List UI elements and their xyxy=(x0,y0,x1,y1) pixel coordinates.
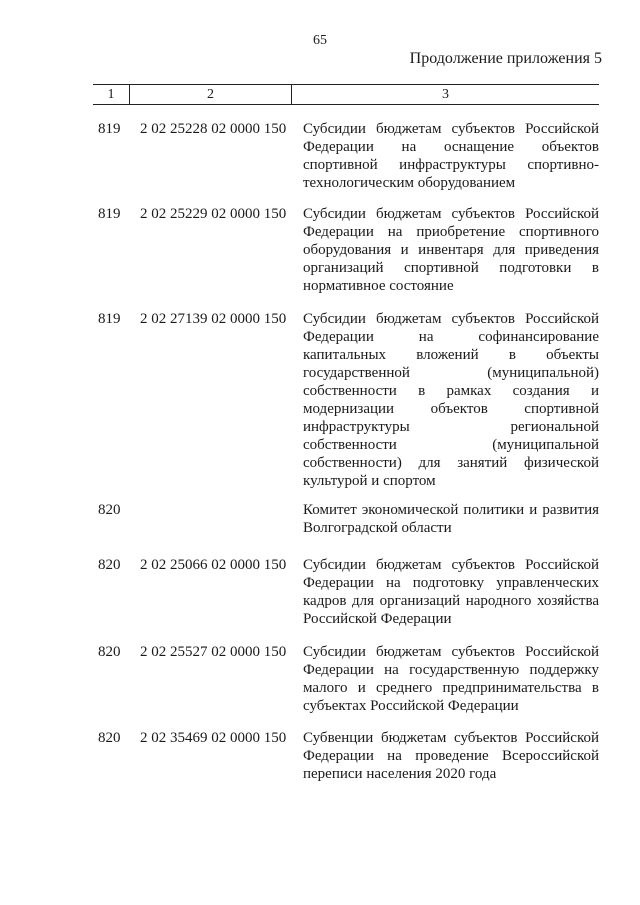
income-name: Субсидии бюджетам субъектов Российской Федерации на оснащение объектов спортивной инфраструктуры спортивно-технологическим оборудованием xyxy=(303,121,599,191)
admin-code: 819 xyxy=(98,206,121,222)
budget-code: 2 02 25228 02 0000 150 xyxy=(140,121,287,137)
admin-code: 820 xyxy=(98,557,121,573)
income-name: Субсидии бюджетам субъектов Российской Федерации на государственную поддержку малого и среднего предпринимательства в субъектах Российской Федерации xyxy=(303,644,599,714)
admin-code: 820 xyxy=(98,730,121,746)
admin-code: 820 xyxy=(98,644,121,660)
budget-code: 2 02 27139 02 0000 150 xyxy=(140,311,287,327)
budget-code: 2 02 25066 02 0000 150 xyxy=(140,557,287,573)
income-name: Субсидии бюджетам субъектов Российской Федерации на подготовку управленческих кадров для организаций народного хозяйства Российской Федерации xyxy=(303,557,599,627)
income-name: Субсидии бюджетам субъектов Российской Федерации на софинансирование капитальных вложений в объекты государственной (муниципальной) собственности в рамках создания и модернизации объектов спортивной инфраструктуры региональной собственности (муниципальной собственности) для занятий физической культурой и спортом xyxy=(303,311,599,489)
header-col-2: 2 xyxy=(130,85,292,104)
admin-code: 819 xyxy=(98,121,121,137)
income-name: Комитет экономической политики и развития Волгоградской области xyxy=(303,502,599,536)
admin-code: 820 xyxy=(98,502,121,518)
table-header xyxy=(93,84,599,105)
header-col-1: 1 xyxy=(93,85,130,104)
income-name: Субсидии бюджетам субъектов Российской Федерации на приобретение спортивного оборудования и инвентаря для приведения организаций спортивной подготовки в нормативное состояние xyxy=(303,206,599,294)
budget-code: 2 02 25527 02 0000 150 xyxy=(140,644,287,660)
income-name: Субвенции бюджетам субъектов Российской Федерации на проведение Всероссийской переписи населения 2020 года xyxy=(303,730,599,782)
admin-code: 819 xyxy=(98,311,121,327)
budget-code: 2 02 25229 02 0000 150 xyxy=(140,206,287,222)
page-number: 65 xyxy=(313,33,327,48)
header-col-3: 3 xyxy=(442,87,449,102)
continuation-label: Продолжение приложения 5 xyxy=(409,50,602,67)
budget-code: 2 02 35469 02 0000 150 xyxy=(140,730,287,746)
